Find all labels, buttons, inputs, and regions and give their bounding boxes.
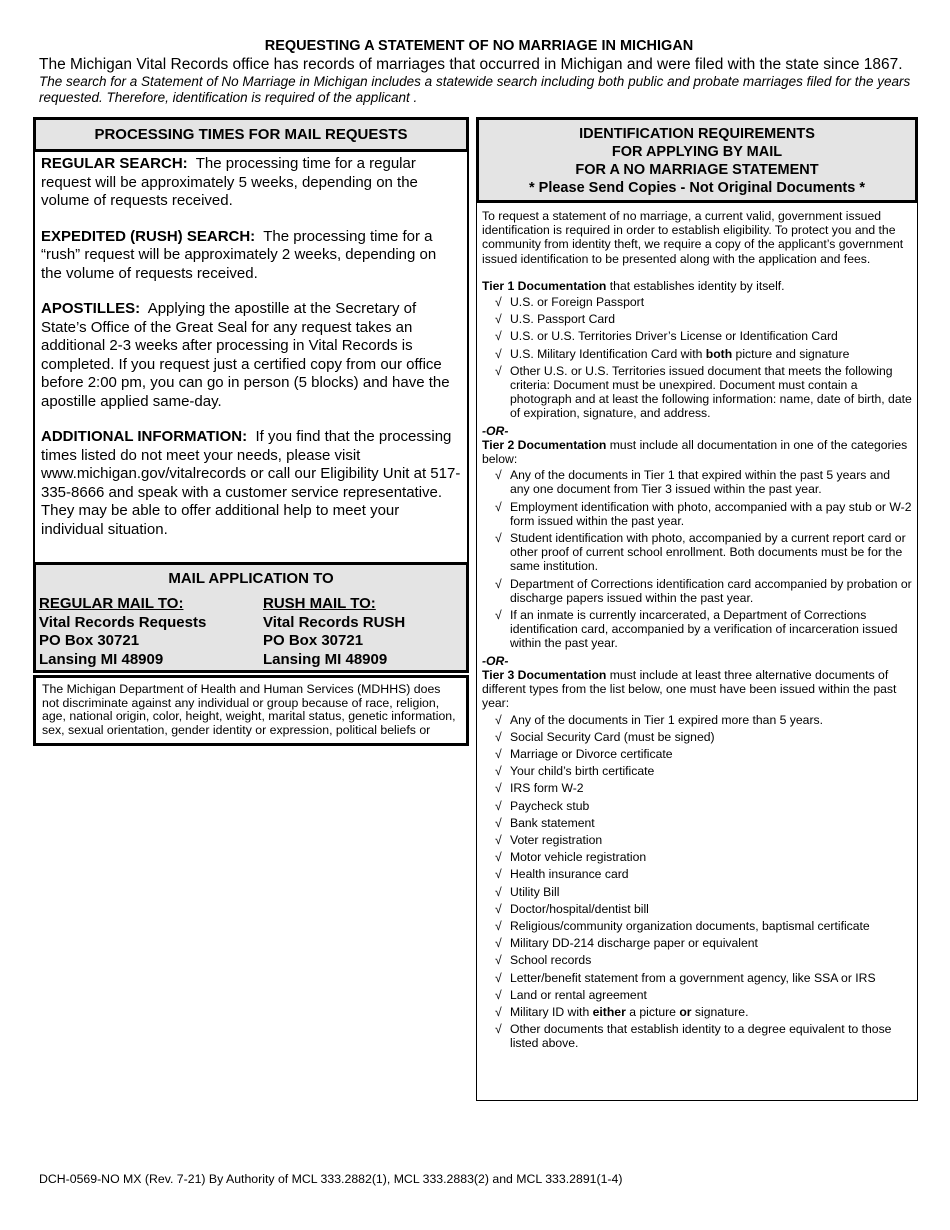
id-intro: To request a statement of no marriage, a current valid, government issued identification is required in order to establish eligibility. To protect you and the community from identity theft, we require a copy of the applicant’s government issued identification to be presented along with the application and fees.	[482, 209, 904, 266]
form-footer: DCH-0569-NO MX (Rev. 7-21) By Authority of MCL 333.2882(1), MCL 333.2883(2) and MCL 333.2891(1-4)	[39, 1172, 623, 1186]
list-item: √ Other U.S. or U.S. Territories issued document that meets the following criteria: Document must be unexpired. Document must contain a photograph and at least the following information: name, date of birth, date of expiration, signature, and address.	[495, 363, 912, 421]
regular-mail-address	[39, 595, 206, 669]
id-heading-line2: FOR APPLYING BY MAIL	[611, 144, 783, 160]
list-item: √ Paycheck stub	[495, 798, 590, 813]
regular-mail-line2: PO Box 30721	[39, 632, 140, 649]
checkmark-icon: √	[495, 815, 502, 830]
list-item: √ Religious/community organization documents, baptismal certificate	[495, 918, 870, 933]
checkmark-icon: √	[495, 499, 502, 514]
processing-times-body	[33, 150, 469, 564]
regular-search-text: The processing time for a regular request will be approximately 5 weeks, depending on the volume of requests received.	[41, 155, 418, 209]
checkmark-icon: √	[495, 850, 502, 865]
intro-italic-text: The search for a Statement of No Marriage in Michigan includes a statewide search including both public and probate marriages filed for the years requested. Therefore, identification is required of the applicant .	[39, 74, 911, 105]
tier3-intro	[482, 668, 912, 711]
checkmark-icon: √	[495, 608, 502, 623]
expedited-search-label: EXPEDITED (RUSH) SEARCH:	[41, 227, 256, 245]
list-item: √ Utility Bill	[495, 884, 560, 899]
tier2-intro	[482, 438, 912, 466]
list-item: √ Health insurance card	[495, 867, 629, 882]
id-heading-line1: IDENTIFICATION REQUIREMENTS	[579, 126, 815, 142]
list-item: √ Department of Corrections identification card accompanied by probation or discharge papers issued within the past year.	[495, 576, 912, 605]
or-separator: -OR-	[482, 423, 509, 438]
list-item: √ U.S. Military Identification Card with both picture and signature	[495, 346, 850, 361]
list-item: √ Other documents that establish identity to a degree equivalent to those listed above.	[495, 1022, 892, 1051]
rush-mail-line2: PO Box 30721	[263, 632, 364, 649]
page-header	[39, 38, 919, 106]
checkmark-icon: √	[495, 970, 502, 985]
list-item: √ U.S. Passport Card	[495, 312, 615, 327]
page-title: REQUESTING A STATEMENT OF NO MARRIAGE IN MICHIGAN	[264, 38, 694, 54]
rush-mail-label: RUSH MAIL TO:	[263, 595, 376, 612]
tier1-text: that establishes identity by itself.	[606, 278, 785, 293]
list-item: √ Voter registration	[495, 832, 603, 847]
list-item: √ Student identification with photo, accompanied by a current report card or other proof of current school enrollment. Both documents must be for the same institution.	[495, 531, 906, 574]
checkmark-icon: √	[495, 329, 502, 344]
id-requirements-body	[476, 202, 918, 1101]
apostilles-label: APOSTILLES:	[41, 300, 141, 317]
list-item: √ IRS form W-2	[495, 781, 584, 796]
apostilles-text: Applying the apostille at the Secretary of State’s Office of the Great Seal for any request takes an additional 2-3 weeks after processing in Vital Records is completed. If you request just a certified copy from our office before 2:00 pm, you can go in person (5 blocks) and have the apostille applied same-day.	[41, 300, 450, 410]
checkmark-icon: √	[495, 781, 502, 796]
checkmark-icon: √	[495, 576, 502, 591]
intro-text: The Michigan Vital Records office has records of marriages that occurred in Michigan and were filed with the state since 1867.	[39, 56, 903, 73]
list-item: √ School records	[495, 953, 592, 968]
tier2-text: must include all documentation in one of the categories below:	[482, 437, 908, 467]
checkmark-icon: √	[495, 729, 502, 744]
checkmark-icon: √	[495, 312, 502, 327]
checkmark-icon: √	[495, 468, 502, 483]
list-item: √ Marriage or Divorce certificate	[495, 746, 673, 761]
checkmark-icon: √	[495, 712, 502, 727]
checkmark-icon: √	[495, 1004, 502, 1019]
list-item: √ U.S. or U.S. Territories Driver’s License or Identification Card	[495, 329, 838, 344]
regular-search-label: REGULAR SEARCH:	[41, 155, 188, 172]
list-item: √ Bank statement	[495, 815, 595, 830]
list-item: √ Any of the documents in Tier 1 expired more than 5 years.	[495, 712, 823, 727]
mail-application-heading: MAIL APPLICATION TO	[168, 570, 334, 587]
tier1-intro	[482, 279, 912, 293]
tier3-label: Tier 3 Documentation	[482, 667, 607, 682]
checkmark-icon: √	[495, 987, 502, 1002]
checkmark-icon: √	[495, 867, 502, 882]
checkmark-icon: √	[495, 363, 502, 378]
list-item: √ Military ID with either a picture or signature.	[495, 1004, 749, 1019]
tier2-list	[482, 468, 912, 650]
regular-search-paragraph	[41, 155, 461, 211]
list-item: √ Your child’s birth certificate	[495, 764, 655, 779]
additional-info-text: If you find that the processing times listed do not meet your needs, please visit www.michigan.gov/vitalrecords or call our Eligibility Unit at 517-335-8666 and speak with a customer service representative. They may be able to offer additional help to meet your individual situation.	[41, 428, 461, 538]
tier1-list	[482, 295, 912, 421]
list-item: √ Military DD-214 discharge paper or equivalent	[495, 936, 758, 951]
checkmark-icon: √	[495, 901, 502, 916]
checkmark-icon: √	[495, 884, 502, 899]
list-item: √ U.S. or Foreign Passport	[495, 295, 645, 310]
list-item: √ Land or rental agreement	[495, 987, 647, 1002]
rush-mail-line3: Lansing MI 48909	[263, 650, 388, 668]
checkmark-icon: √	[495, 764, 502, 779]
id-heading-line3: FOR A NO MARRIAGE STATEMENT	[575, 162, 819, 178]
checkmark-icon: √	[495, 936, 502, 951]
processing-times-heading: PROCESSING TIMES FOR MAIL REQUESTS	[33, 117, 469, 152]
list-item: √ Motor vehicle registration	[495, 850, 647, 865]
regular-mail-line3: Lansing MI 48909	[39, 650, 164, 668]
nondiscrimination-notice: The Michigan Department of Health and Human Services (MDHHS) does not discriminate against any individual or group because of race, religion, age, national origin, color, height, weight, marital status, genetic information, sex, sexual orientation, gender identity or expression, political beliefs or	[33, 675, 469, 746]
checkmark-icon: √	[495, 746, 502, 761]
additional-info-paragraph	[41, 428, 461, 539]
list-item: √ Employment identification with photo, accompanied with a pay stub or W-2 form issued within the past year.	[495, 499, 912, 528]
id-requirements-heading	[476, 117, 918, 203]
regular-mail-label: REGULAR MAIL TO:	[39, 595, 184, 612]
expedited-search-paragraph	[41, 228, 461, 284]
mail-application-box	[33, 562, 469, 673]
expedited-search-text: The processing time for a “rush” request will be approximately 2 weeks, depending on the volume of requests received.	[41, 227, 437, 282]
list-item: √ Doctor/hospital/dentist bill	[495, 901, 649, 916]
checkmark-icon: √	[495, 295, 502, 310]
tier3-text: must include at least three alternative documents of different types from the list below, one must have been issued within the past year:	[482, 667, 897, 711]
tier3-list	[482, 713, 912, 1051]
list-item: √ Letter/benefit statement from a government agency, like SSA or IRS	[495, 970, 876, 985]
tier2-label: Tier 2 Documentation	[482, 437, 607, 452]
list-item: √ If an inmate is currently incarcerated, a Department of Corrections identification card, accompanied by a verification of incarceration issued within the past year.	[495, 608, 898, 651]
checkmark-icon: √	[495, 346, 502, 361]
checkmark-icon: √	[495, 918, 502, 933]
checkmark-icon: √	[495, 531, 502, 546]
apostilles-paragraph	[41, 300, 461, 411]
rush-mail-line1: Vital Records RUSH	[263, 613, 406, 631]
tier1-label: Tier 1 Documentation	[482, 278, 607, 293]
or-separator: -OR-	[482, 653, 509, 668]
checkmark-icon: √	[495, 798, 502, 813]
id-heading-line4: * Please Send Copies - Not Original Documents *	[529, 180, 865, 196]
additional-info-label: ADDITIONAL INFORMATION:	[41, 428, 248, 445]
rush-mail-address	[263, 595, 405, 669]
regular-mail-line1: Vital Records Requests	[39, 613, 207, 631]
checkmark-icon: √	[495, 832, 502, 847]
list-item: √ Any of the documents in Tier 1 that expired within the past 5 years and any one document from Tier 3 issued within the past year.	[495, 468, 891, 497]
checkmark-icon: √	[495, 1022, 502, 1037]
checkmark-icon: √	[495, 953, 502, 968]
list-item: √ Social Security Card (must be signed)	[495, 729, 715, 744]
